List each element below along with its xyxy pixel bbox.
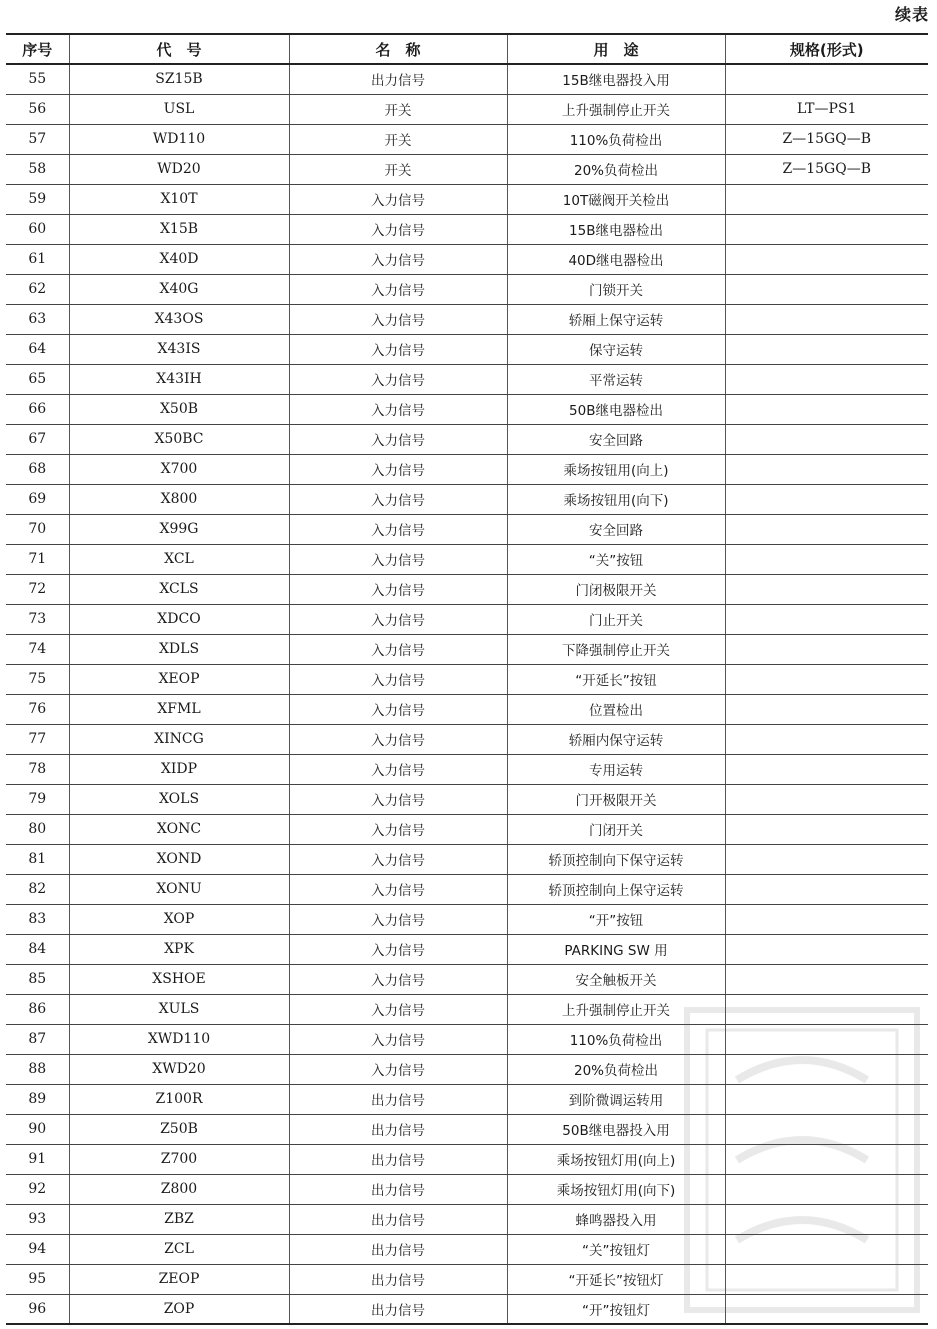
- row-name: 出力信号: [289, 1264, 507, 1294]
- row-name: 入力信号: [289, 964, 507, 994]
- row-spec: [725, 994, 928, 1024]
- row-number: 96: [6, 1294, 69, 1324]
- row-spec: [725, 394, 928, 424]
- row-spec: [725, 1084, 928, 1114]
- row-use: PARKING SW 用: [507, 934, 725, 964]
- row-spec: [725, 484, 928, 514]
- row-number: 63: [6, 304, 69, 334]
- row-number: 80: [6, 814, 69, 844]
- row-name: 入力信号: [289, 844, 507, 874]
- table-row: [6, 1174, 928, 1204]
- row-name: 出力信号: [289, 1114, 507, 1144]
- table-row: [6, 154, 928, 184]
- row-number: 93: [6, 1204, 69, 1234]
- table-row: [6, 94, 928, 124]
- row-number: 62: [6, 274, 69, 304]
- row-name: 入力信号: [289, 394, 507, 424]
- row-use: “开”按钮灯: [507, 1294, 725, 1324]
- row-spec: [725, 1264, 928, 1294]
- row-name: 入力信号: [289, 454, 507, 484]
- row-spec: [725, 634, 928, 664]
- row-spec: [725, 814, 928, 844]
- table-row: [6, 904, 928, 934]
- table-row: [6, 814, 928, 844]
- row-name: 入力信号: [289, 364, 507, 394]
- row-number: 92: [6, 1174, 69, 1204]
- row-code: XWD20: [69, 1054, 289, 1084]
- table-row: [6, 214, 928, 244]
- row-use: 50B继电器投入用: [507, 1114, 725, 1144]
- row-code: XOP: [69, 904, 289, 934]
- row-use: 门闭极限开关: [507, 574, 725, 604]
- row-code: X50BC: [69, 424, 289, 454]
- row-spec: [725, 604, 928, 634]
- continued-table-label: 续表: [894, 5, 929, 24]
- row-spec: [725, 304, 928, 334]
- row-use: 蜂鸣器投入用: [507, 1204, 725, 1234]
- row-name: 入力信号: [289, 544, 507, 574]
- row-spec: [725, 1054, 928, 1084]
- row-code: XDLS: [69, 634, 289, 664]
- row-use: 保守运转: [507, 334, 725, 364]
- header-row: [6, 34, 928, 64]
- row-code: WD110: [69, 124, 289, 154]
- row-number: 55: [6, 64, 69, 94]
- row-number: 78: [6, 754, 69, 784]
- row-number: 69: [6, 484, 69, 514]
- row-code: ZEOP: [69, 1264, 289, 1294]
- row-name: 入力信号: [289, 994, 507, 1024]
- row-spec: Z—15GQ—B: [725, 124, 928, 154]
- table-row: [6, 874, 928, 904]
- row-number: 60: [6, 214, 69, 244]
- row-code: X99G: [69, 514, 289, 544]
- table-row: [6, 1144, 928, 1174]
- row-use: 门锁开关: [507, 274, 725, 304]
- row-number: 59: [6, 184, 69, 214]
- row-use: “开延长”按钮灯: [507, 1264, 725, 1294]
- row-name: 入力信号: [289, 334, 507, 364]
- row-name: 入力信号: [289, 244, 507, 274]
- row-spec: [725, 844, 928, 874]
- row-code: XINCG: [69, 724, 289, 754]
- row-name: 出力信号: [289, 1144, 507, 1174]
- row-spec: [725, 214, 928, 244]
- row-name: 入力信号: [289, 874, 507, 904]
- row-code: X15B: [69, 214, 289, 244]
- row-number: 79: [6, 784, 69, 814]
- row-use: 轿厢上保守运转: [507, 304, 725, 334]
- row-code: XFML: [69, 694, 289, 724]
- row-name: 入力信号: [289, 904, 507, 934]
- row-name: 入力信号: [289, 664, 507, 694]
- row-number: 56: [6, 94, 69, 124]
- row-code: X43IS: [69, 334, 289, 364]
- row-name: 入力信号: [289, 184, 507, 214]
- row-number: 58: [6, 154, 69, 184]
- row-spec: [725, 694, 928, 724]
- row-use: “开”按钮: [507, 904, 725, 934]
- row-spec: [725, 1144, 928, 1174]
- row-spec: [725, 574, 928, 604]
- row-number: 70: [6, 514, 69, 544]
- row-name: 入力信号: [289, 934, 507, 964]
- row-name: 开关: [289, 124, 507, 154]
- table-row: [6, 484, 928, 514]
- table-row: [6, 364, 928, 394]
- row-spec: [725, 244, 928, 274]
- row-use: 50B继电器检出: [507, 394, 725, 424]
- row-code: XOND: [69, 844, 289, 874]
- row-code: X800: [69, 484, 289, 514]
- row-use: 15B继电器投入用: [507, 64, 725, 94]
- row-use: 位置检出: [507, 694, 725, 724]
- table-row: [6, 844, 928, 874]
- row-spec: [725, 1114, 928, 1144]
- row-spec: [725, 424, 928, 454]
- table-row: [6, 1084, 928, 1114]
- row-number: 65: [6, 364, 69, 394]
- table-row: [6, 424, 928, 454]
- table-row: [6, 304, 928, 334]
- row-number: 71: [6, 544, 69, 574]
- row-number: 91: [6, 1144, 69, 1174]
- row-spec: [725, 514, 928, 544]
- row-spec: [725, 364, 928, 394]
- table-row: [6, 1294, 928, 1324]
- row-spec: [725, 1024, 928, 1054]
- row-number: 89: [6, 1084, 69, 1114]
- row-use: 乘场按钮用(向上): [507, 454, 725, 484]
- row-number: 67: [6, 424, 69, 454]
- row-number: 85: [6, 964, 69, 994]
- row-code: X10T: [69, 184, 289, 214]
- table-row: [6, 1114, 928, 1144]
- row-number: 90: [6, 1114, 69, 1144]
- row-name: 入力信号: [289, 574, 507, 604]
- row-code: XSHOE: [69, 964, 289, 994]
- row-code: XCL: [69, 544, 289, 574]
- row-name: 入力信号: [289, 604, 507, 634]
- row-name: 入力信号: [289, 1024, 507, 1054]
- table-row: [6, 184, 928, 214]
- row-code: ZOP: [69, 1294, 289, 1324]
- row-use: 安全触板开关: [507, 964, 725, 994]
- row-spec: [725, 1204, 928, 1234]
- row-name: 入力信号: [289, 814, 507, 844]
- row-use: 乘场按钮灯用(向上): [507, 1144, 725, 1174]
- row-name: 入力信号: [289, 484, 507, 514]
- row-number: 73: [6, 604, 69, 634]
- row-use: 门止开关: [507, 604, 725, 634]
- row-spec: [725, 784, 928, 814]
- row-spec: [725, 724, 928, 754]
- table-row: [6, 634, 928, 664]
- row-spec: [725, 904, 928, 934]
- row-number: 82: [6, 874, 69, 904]
- row-code: XPK: [69, 934, 289, 964]
- header-code: 代 号: [69, 34, 289, 64]
- row-number: 68: [6, 454, 69, 484]
- table-row: [6, 664, 928, 694]
- row-use: “关”按钮灯: [507, 1234, 725, 1264]
- table-row: [6, 694, 928, 724]
- table-row: [6, 1024, 928, 1054]
- table-row: [6, 124, 928, 154]
- row-number: 87: [6, 1024, 69, 1054]
- row-number: 61: [6, 244, 69, 274]
- row-spec: [725, 934, 928, 964]
- row-use: 安全回路: [507, 514, 725, 544]
- row-code: XULS: [69, 994, 289, 1024]
- table-row: [6, 724, 928, 754]
- table-row: [6, 544, 928, 574]
- row-spec: [725, 454, 928, 484]
- row-number: 86: [6, 994, 69, 1024]
- row-use: 15B继电器检出: [507, 214, 725, 244]
- table-row: [6, 754, 928, 784]
- row-name: 出力信号: [289, 1234, 507, 1264]
- row-code: ZCL: [69, 1234, 289, 1264]
- row-use: 40D继电器检出: [507, 244, 725, 274]
- row-name: 入力信号: [289, 304, 507, 334]
- table-row: [6, 274, 928, 304]
- row-spec: LT—PS1: [725, 94, 928, 124]
- row-code: XOLS: [69, 784, 289, 814]
- row-use: 110%负荷检出: [507, 124, 725, 154]
- row-name: 出力信号: [289, 1084, 507, 1114]
- row-code: Z50B: [69, 1114, 289, 1144]
- table-header: [6, 34, 928, 64]
- row-spec: [725, 544, 928, 574]
- row-name: 出力信号: [289, 1294, 507, 1324]
- row-number: 95: [6, 1264, 69, 1294]
- row-use: 轿顶控制向下保守运转: [507, 844, 725, 874]
- row-number: 83: [6, 904, 69, 934]
- row-use: 110%负荷检出: [507, 1024, 725, 1054]
- table-row: [6, 514, 928, 544]
- row-name: 入力信号: [289, 694, 507, 724]
- row-name: 出力信号: [289, 1204, 507, 1234]
- row-number: 66: [6, 394, 69, 424]
- row-number: 81: [6, 844, 69, 874]
- row-use: 门开极限开关: [507, 784, 725, 814]
- row-use: 轿厢内保守运转: [507, 724, 725, 754]
- row-code: ZBZ: [69, 1204, 289, 1234]
- table-row: [6, 244, 928, 274]
- table-row: [6, 784, 928, 814]
- row-use: “开延长”按钮: [507, 664, 725, 694]
- header-no: 序号: [6, 34, 69, 64]
- row-code: Z100R: [69, 1084, 289, 1114]
- table-row: [6, 1054, 928, 1084]
- row-spec: [725, 1174, 928, 1204]
- row-code: XEOP: [69, 664, 289, 694]
- row-name: 入力信号: [289, 784, 507, 814]
- row-use: 下降强制停止开关: [507, 634, 725, 664]
- row-name: 入力信号: [289, 514, 507, 544]
- header-spec: 规格(形式): [725, 34, 928, 64]
- row-use: “关”按钮: [507, 544, 725, 574]
- table-row: [6, 994, 928, 1024]
- row-name: 开关: [289, 94, 507, 124]
- row-code: USL: [69, 94, 289, 124]
- row-name: 入力信号: [289, 1054, 507, 1084]
- row-number: 76: [6, 694, 69, 724]
- row-spec: [725, 64, 928, 94]
- row-code: X40G: [69, 274, 289, 304]
- row-use: 20%负荷检出: [507, 1054, 725, 1084]
- row-spec: [725, 874, 928, 904]
- row-code: XONC: [69, 814, 289, 844]
- table-row: [6, 1234, 928, 1264]
- row-spec: [725, 1234, 928, 1264]
- row-name: 入力信号: [289, 214, 507, 244]
- row-number: 94: [6, 1234, 69, 1264]
- row-code: WD20: [69, 154, 289, 184]
- table-row: [6, 1204, 928, 1234]
- row-code: X700: [69, 454, 289, 484]
- row-spec: [725, 184, 928, 214]
- row-number: 88: [6, 1054, 69, 1084]
- row-code: XONU: [69, 874, 289, 904]
- row-spec: [725, 334, 928, 364]
- row-spec: Z—15GQ—B: [725, 154, 928, 184]
- row-spec: [725, 664, 928, 694]
- table-row: [6, 334, 928, 364]
- row-name: 出力信号: [289, 1174, 507, 1204]
- table-row: [6, 1264, 928, 1294]
- row-number: 57: [6, 124, 69, 154]
- row-name: 入力信号: [289, 424, 507, 454]
- row-use: 安全回路: [507, 424, 725, 454]
- row-code: X40D: [69, 244, 289, 274]
- row-name: 入力信号: [289, 724, 507, 754]
- row-code: Z800: [69, 1174, 289, 1204]
- row-code: X43OS: [69, 304, 289, 334]
- row-code: XDCO: [69, 604, 289, 634]
- row-number: 84: [6, 934, 69, 964]
- row-number: 64: [6, 334, 69, 364]
- row-number: 74: [6, 634, 69, 664]
- header-name: 名 称: [289, 34, 507, 64]
- row-use: 专用运转: [507, 754, 725, 784]
- row-code: XCLS: [69, 574, 289, 604]
- table-row: [6, 604, 928, 634]
- row-code: XIDP: [69, 754, 289, 784]
- row-use: 20%负荷检出: [507, 154, 725, 184]
- row-spec: [725, 274, 928, 304]
- header-use: 用 途: [507, 34, 725, 64]
- row-number: 77: [6, 724, 69, 754]
- table-row: [6, 964, 928, 994]
- row-use: 上升强制停止开关: [507, 994, 725, 1024]
- table-row: [6, 934, 928, 964]
- table-row: [6, 64, 928, 94]
- row-code: SZ15B: [69, 64, 289, 94]
- row-name: 入力信号: [289, 754, 507, 784]
- table-row: [6, 394, 928, 424]
- row-use: 上升强制停止开关: [507, 94, 725, 124]
- row-number: 75: [6, 664, 69, 694]
- row-use: 乘场按钮灯用(向下): [507, 1174, 725, 1204]
- row-use: 平常运转: [507, 364, 725, 394]
- row-use: 10T磁阀开关检出: [507, 184, 725, 214]
- row-code: X50B: [69, 394, 289, 424]
- row-number: 72: [6, 574, 69, 604]
- row-code: X43IH: [69, 364, 289, 394]
- table-row: [6, 454, 928, 484]
- row-use: 门闭开关: [507, 814, 725, 844]
- row-name: 开关: [289, 154, 507, 184]
- row-spec: [725, 964, 928, 994]
- row-code: XWD110: [69, 1024, 289, 1054]
- table-body: [6, 64, 928, 1324]
- row-use: 到阶微调运转用: [507, 1084, 725, 1114]
- row-name: 出力信号: [289, 64, 507, 94]
- row-code: Z700: [69, 1144, 289, 1174]
- signal-table: [6, 33, 928, 1325]
- row-spec: [725, 1294, 928, 1324]
- row-name: 入力信号: [289, 634, 507, 664]
- table-row: [6, 574, 928, 604]
- row-spec: [725, 754, 928, 784]
- row-use: 乘场按钮用(向下): [507, 484, 725, 514]
- row-name: 入力信号: [289, 274, 507, 304]
- row-use: 轿顶控制向上保守运转: [507, 874, 725, 904]
